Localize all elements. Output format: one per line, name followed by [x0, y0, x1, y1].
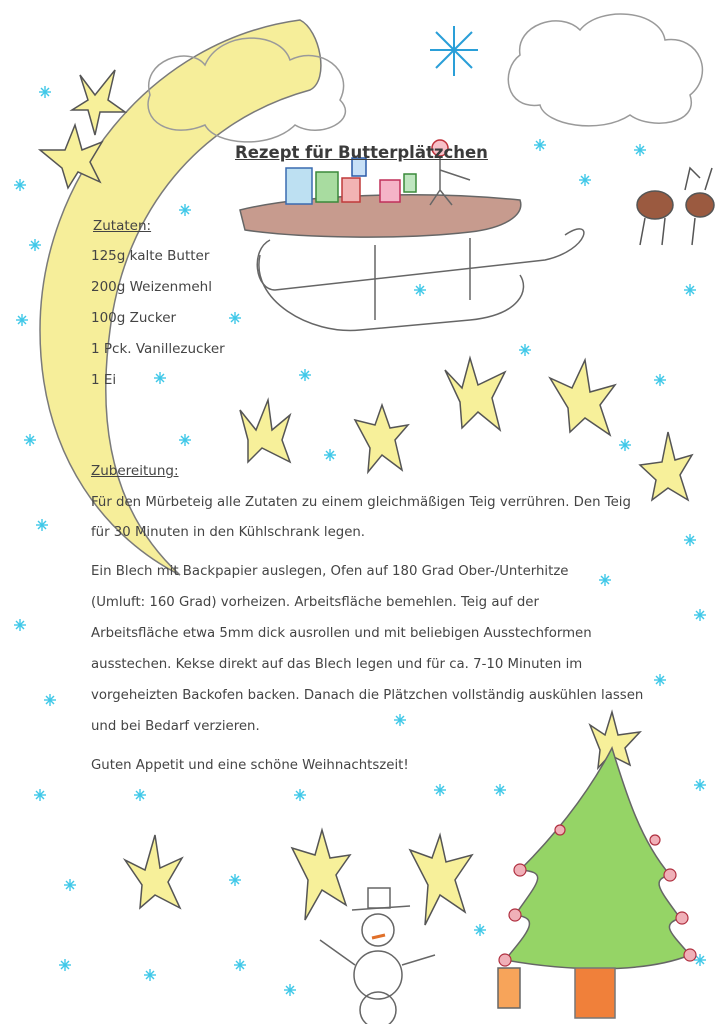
ingredient-item: 125g kalte Butter: [91, 248, 210, 264]
step-line: ausstechen. Kekse direkt auf das Blech legen und für ca. 7-10 Minuten im: [91, 657, 583, 672]
step-line: für 30 Minuten in den Kühlschrank legen.: [91, 525, 366, 540]
christmas-tree: [498, 748, 696, 1018]
ingredient-item: 1 Ei: [91, 372, 117, 388]
star-icon: [125, 835, 182, 908]
page-title: Rezept für Butterplätzchen: [235, 143, 488, 162]
closing-line: Guten Appetit und eine schöne Weihnachtszeit!: [91, 758, 409, 773]
star-icon: [40, 125, 102, 188]
ingredient-item: 200g Weizenmehl: [91, 279, 212, 295]
sleigh-drawing: [240, 140, 714, 330]
star-icon: [445, 358, 505, 430]
ingredients-heading: Zutaten:: [93, 218, 152, 234]
step-line: (Umluft: 160 Grad) vorheizen. Arbeitsfläche bemehlen. Teig auf der: [91, 595, 539, 610]
star-icon: [240, 400, 290, 462]
step-line: und bei Bedarf verzieren.: [91, 719, 260, 734]
preparation-heading: Zubereitung:: [91, 463, 179, 479]
step-line: Arbeitsfläche etwa 5mm dick ausrollen und mit beliebigen Ausstechformen: [91, 626, 592, 641]
star-icon: [292, 830, 350, 920]
star-icon: [355, 405, 408, 472]
star-icon: [640, 432, 692, 500]
star-icon: [410, 835, 472, 925]
ingredient-item: 1 Pck. Vanillezucker: [91, 341, 225, 357]
ingredient-item: 100g Zucker: [91, 310, 177, 326]
step-line: vorgeheizten Backofen backen. Danach die Plätzchen vollständig auskühlen lassen: [91, 688, 644, 703]
star-icon: [550, 360, 615, 435]
step-line: Für den Mürbeteig alle Zutaten zu einem gleichmäßigen Teig verrühren. Den Teig: [91, 495, 631, 510]
step-line: Ein Blech mit Backpapier auslegen, Ofen auf 180 Grad Ober-/Unterhitze: [91, 564, 569, 579]
snowman: [320, 888, 435, 1024]
cloud-right: [508, 14, 702, 126]
sparkle-icon: [430, 26, 478, 76]
